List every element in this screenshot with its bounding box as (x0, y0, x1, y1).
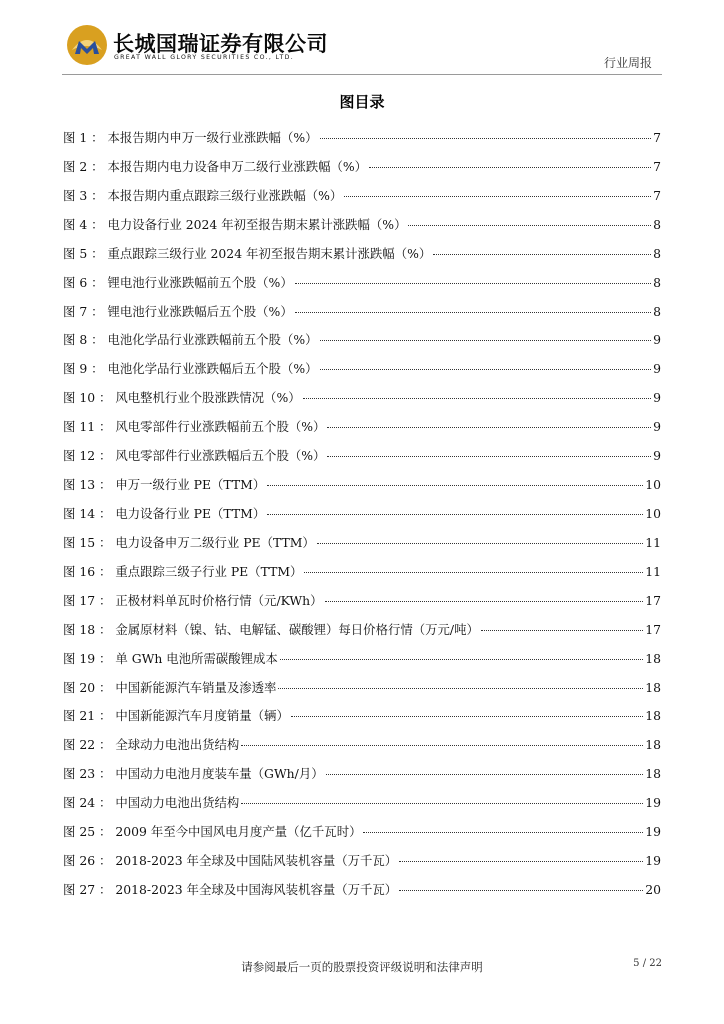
toc-entry-page[interactable]: 18 (645, 708, 661, 724)
toc-entry[interactable] (63, 302, 661, 331)
toc-entry-label[interactable]: 图 25 ： 2009 年至今中国风电月度产量（亿千瓦时） (63, 824, 362, 840)
toc-entry-page[interactable]: 7 (653, 187, 661, 203)
toc-entry[interactable] (63, 678, 661, 707)
toc-entry[interactable] (63, 446, 661, 475)
toc-dot-leader (317, 543, 643, 544)
figure-table-of-contents (63, 128, 661, 909)
toc-dot-leader (344, 196, 651, 197)
toc-entry-page[interactable]: 7 (653, 158, 661, 174)
toc-entry[interactable] (63, 764, 661, 793)
toc-dot-leader (267, 485, 643, 486)
toc-dot-leader (327, 427, 651, 428)
toc-entry-label[interactable]: 图 18 ： 金属原材料（镍、钴、电解锰、碳酸锂）每日价格行情（万元/吨） (63, 621, 479, 637)
toc-dot-leader (241, 803, 643, 804)
toc-entry-label[interactable]: 图 21 ： 中国新能源汽车月度销量（辆） (63, 708, 289, 724)
toc-entry-page[interactable]: 11 (645, 563, 661, 579)
toc-entry-label[interactable]: 图 23 ： 中国动力电池月度装车量（GWh/月） (63, 766, 324, 782)
toc-entry[interactable] (63, 417, 661, 446)
toc-dot-leader (280, 659, 643, 660)
toc-entry-label[interactable]: 图 9 ： 电池化学品行业涨跌幅后五个股（%） (63, 361, 318, 377)
toc-entry[interactable] (63, 851, 661, 880)
company-name-en: GREAT WALL GLORY SECURITIES CO., LTD. (114, 54, 295, 61)
toc-dot-leader (291, 716, 643, 717)
toc-entry-label[interactable]: 图 11 ： 风电零部件行业涨跌幅前五个股（%） (63, 419, 326, 435)
toc-entry-label[interactable]: 图 17 ： 正极材料单瓦时价格行情（元/KWh） (63, 592, 323, 608)
toc-entry[interactable] (63, 591, 661, 620)
toc-entry[interactable] (63, 562, 661, 591)
toc-entry-label[interactable]: 图 2 ： 本报告期内电力设备申万二级行业涨跌幅（%） (63, 158, 368, 174)
toc-entry-page[interactable]: 9 (653, 332, 661, 348)
toc-entry-label[interactable]: 图 19 ： 单 GWh 电池所需碳酸锂成本 (63, 650, 278, 666)
page-number: 5 / 22 (633, 958, 662, 969)
toc-entry[interactable] (63, 533, 661, 562)
toc-dot-leader (320, 340, 652, 341)
toc-entry[interactable] (63, 128, 661, 157)
toc-entry-page[interactable]: 19 (645, 795, 661, 811)
toc-entry[interactable] (63, 649, 661, 678)
report-type-label: 行业周报 (603, 56, 652, 70)
toc-entry-page[interactable]: 8 (653, 274, 661, 290)
toc-entry-label[interactable]: 图 22 ： 全球动力电池出货结构 (63, 737, 240, 753)
toc-entry-page[interactable]: 9 (653, 361, 661, 377)
toc-dot-leader (327, 456, 651, 457)
toc-entry[interactable] (63, 706, 661, 735)
toc-entry[interactable] (63, 215, 661, 244)
toc-dot-leader (320, 138, 652, 139)
toc-entry[interactable] (63, 388, 661, 417)
toc-dot-leader (295, 283, 651, 284)
toc-entry[interactable] (63, 186, 661, 215)
toc-title: 图目录 (339, 93, 385, 111)
toc-entry-label[interactable]: 图 15 ： 电力设备申万二级行业 PE（TTM） (63, 534, 315, 550)
toc-entry-page[interactable]: 18 (645, 650, 661, 666)
header-divider (62, 74, 662, 75)
toc-entry-page[interactable]: 9 (653, 419, 661, 435)
company-name-cn: 长城国瑞证券有限公司 (113, 32, 328, 56)
toc-entry[interactable] (63, 822, 661, 851)
toc-entry[interactable] (63, 273, 661, 302)
toc-dot-leader (303, 398, 652, 399)
toc-dot-leader (278, 688, 643, 689)
toc-entry-label[interactable]: 图 27 ： 2018-2023 年全球及中国海风装机容量（万千瓦） (63, 881, 398, 897)
toc-entry-label[interactable]: 图 20 ： 中国新能源汽车销量及渗透率 (63, 679, 277, 695)
toc-entry-page[interactable]: 17 (645, 592, 661, 608)
toc-entry[interactable] (63, 359, 661, 388)
toc-dot-leader (399, 861, 643, 862)
toc-entry-label[interactable]: 图 26 ： 2018-2023 年全球及中国陆风装机容量（万千瓦） (63, 853, 398, 869)
toc-entry[interactable] (63, 244, 661, 273)
toc-entry-page[interactable]: 18 (645, 679, 661, 695)
toc-dot-leader (369, 167, 651, 168)
toc-entry-label[interactable]: 图 3 ： 本报告期内重点跟踪三级行业涨跌幅（%） (63, 187, 343, 203)
toc-entry-page[interactable]: 8 (653, 245, 661, 261)
toc-entry-page[interactable]: 10 (645, 477, 661, 493)
toc-entry-label[interactable]: 图 13 ： 申万一级行业 PE（TTM） (63, 477, 266, 493)
toc-entry[interactable] (63, 504, 661, 533)
great-wall-glory-logo-icon (66, 24, 108, 66)
toc-entry-page[interactable]: 19 (645, 824, 661, 840)
toc-entry-label[interactable]: 图 24 ： 中国动力电池出货结构 (63, 795, 240, 811)
toc-entry[interactable] (63, 620, 661, 649)
toc-entry[interactable] (63, 157, 661, 186)
toc-entry-page[interactable]: 17 (645, 621, 661, 637)
toc-entry-page[interactable]: 19 (645, 853, 661, 869)
toc-entry-label[interactable]: 图 4 ： 电力设备行业 2024 年初至报告期末累计涨跌幅（%） (63, 216, 407, 232)
toc-dot-leader (408, 225, 651, 226)
toc-entry-label[interactable]: 图 16 ： 重点跟踪三级子行业 PE（TTM） (63, 563, 303, 579)
toc-entry[interactable] (63, 793, 661, 822)
toc-entry-label[interactable]: 图 8 ： 电池化学品行业涨跌幅前五个股（%） (63, 332, 318, 348)
toc-dot-leader (481, 630, 643, 631)
footer-disclaimer: 请参阅最后一页的股票投资评级说明和法律声明 (241, 960, 483, 974)
toc-dot-leader (304, 572, 643, 573)
toc-dot-leader (325, 601, 644, 602)
toc-entry-page[interactable]: 9 (653, 448, 661, 464)
toc-entry-label[interactable]: 图 14 ： 电力设备行业 PE（TTM） (63, 505, 266, 521)
toc-entry-label[interactable]: 图 1 ： 本报告期内申万一级行业涨跌幅（%） (63, 130, 318, 145)
toc-entry-page[interactable]: 9 (653, 390, 661, 406)
toc-entry-page[interactable]: 11 (645, 534, 661, 550)
toc-dot-leader (363, 832, 643, 833)
toc-dot-leader (433, 254, 651, 255)
toc-entry[interactable] (63, 475, 661, 504)
toc-entry[interactable] (63, 735, 661, 764)
toc-entry-page[interactable]: 18 (645, 766, 661, 782)
toc-entry-page[interactable]: 20 (645, 881, 661, 897)
toc-dot-leader (295, 312, 651, 313)
toc-dot-leader (326, 774, 644, 775)
toc-entry-page[interactable]: 8 (653, 216, 661, 232)
toc-dot-leader (267, 514, 643, 515)
toc-entry-label[interactable]: 图 12 ： 风电零部件行业涨跌幅后五个股（%） (63, 448, 326, 464)
toc-dot-leader (241, 745, 643, 746)
toc-entry[interactable] (63, 330, 661, 359)
toc-entry[interactable] (63, 880, 661, 909)
toc-entry-label[interactable]: 图 5 ： 重点跟踪三级行业 2024 年初至报告期末累计涨跌幅（%） (63, 245, 432, 261)
toc-entry-label[interactable]: 图 10 ： 风电整机行业个股涨跌情况（%） (63, 390, 301, 406)
toc-entry-page[interactable]: 10 (645, 505, 661, 521)
toc-entry-label[interactable]: 图 6 ： 锂电池行业涨跌幅前五个股（%） (63, 274, 293, 290)
toc-dot-leader (320, 369, 652, 370)
toc-entry-page[interactable]: 18 (645, 737, 661, 753)
toc-dot-leader (399, 890, 643, 891)
toc-entry-label[interactable]: 图 7 ： 锂电池行业涨跌幅后五个股（%） (63, 303, 293, 319)
toc-entry-page[interactable]: 8 (653, 303, 661, 319)
toc-entry-page[interactable]: 7 (653, 130, 661, 145)
